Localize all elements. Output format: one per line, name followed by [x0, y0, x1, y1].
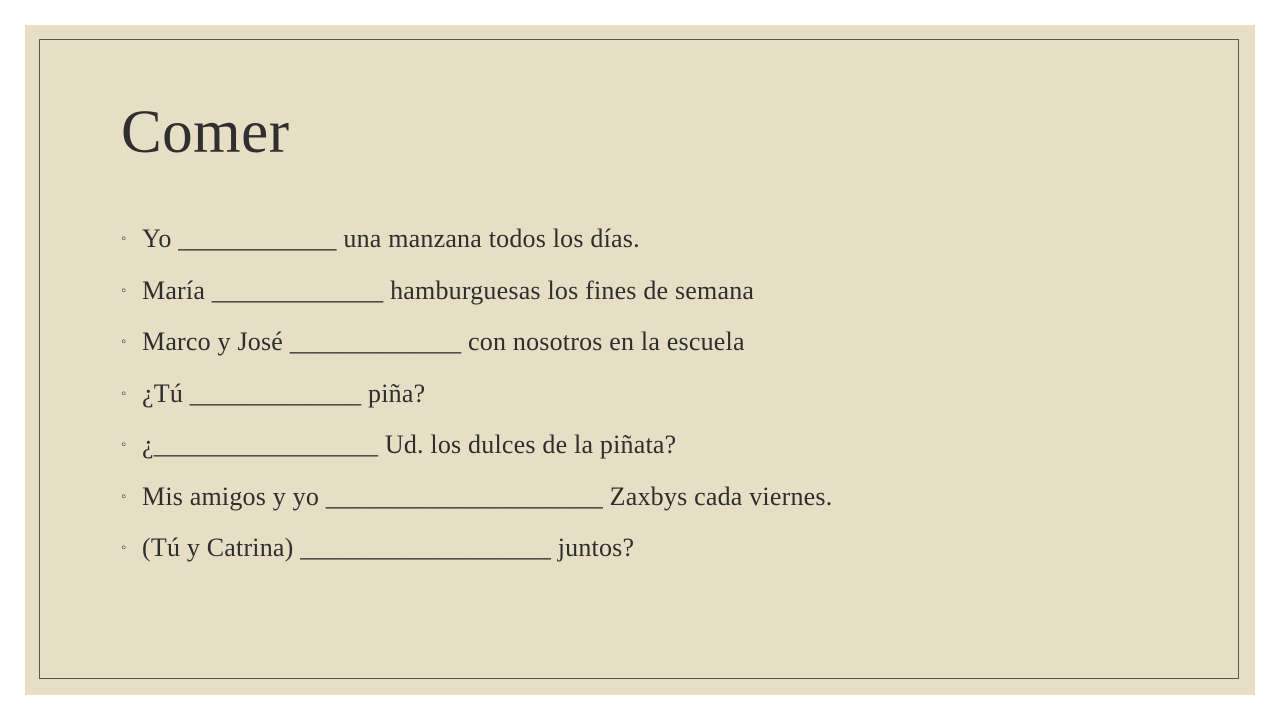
bullet-item-7 [121, 533, 832, 585]
bullet-circle-icon: ◦ [121, 488, 127, 505]
bullet-item-6 [121, 482, 832, 534]
slide-title: Comer [121, 99, 290, 166]
bullet-item-4 [121, 379, 832, 431]
bullet-text-5: ¿_________________ Ud. los dulces de la piñata? [142, 430, 677, 459]
bullet-circle-icon: ◦ [121, 231, 127, 247]
bullet-item-3 [121, 327, 832, 379]
bullet-item-1 [121, 224, 832, 276]
bullet-circle-icon: ◦ [121, 385, 127, 402]
bullet-circle-icon: ◦ [121, 540, 127, 556]
bullet-text-7: (Tú y Catrina) ___________________ juntos? [142, 533, 635, 562]
bullet-text-1: Yo ____________ una manzana todos los días. [142, 224, 640, 253]
bullet-text-4: ¿Tú _____________ piña? [142, 378, 426, 408]
bullet-text-2: María _____________ hamburguesas los fines de semana [142, 275, 755, 305]
bullet-list [121, 224, 832, 585]
bullet-circle-icon: ◦ [121, 334, 127, 350]
slide [25, 25, 1255, 695]
bullet-item-2 [121, 276, 832, 328]
bullet-circle-icon: ◦ [121, 437, 127, 453]
bullet-item-5 [121, 430, 832, 482]
bullet-circle-icon: ◦ [121, 282, 127, 299]
bullet-text-6: Mis amigos y yo _____________________ Zaxbys cada viernes. [142, 481, 833, 511]
bullet-text-3: Marco y José _____________ con nosotros en la escuela [142, 327, 745, 356]
